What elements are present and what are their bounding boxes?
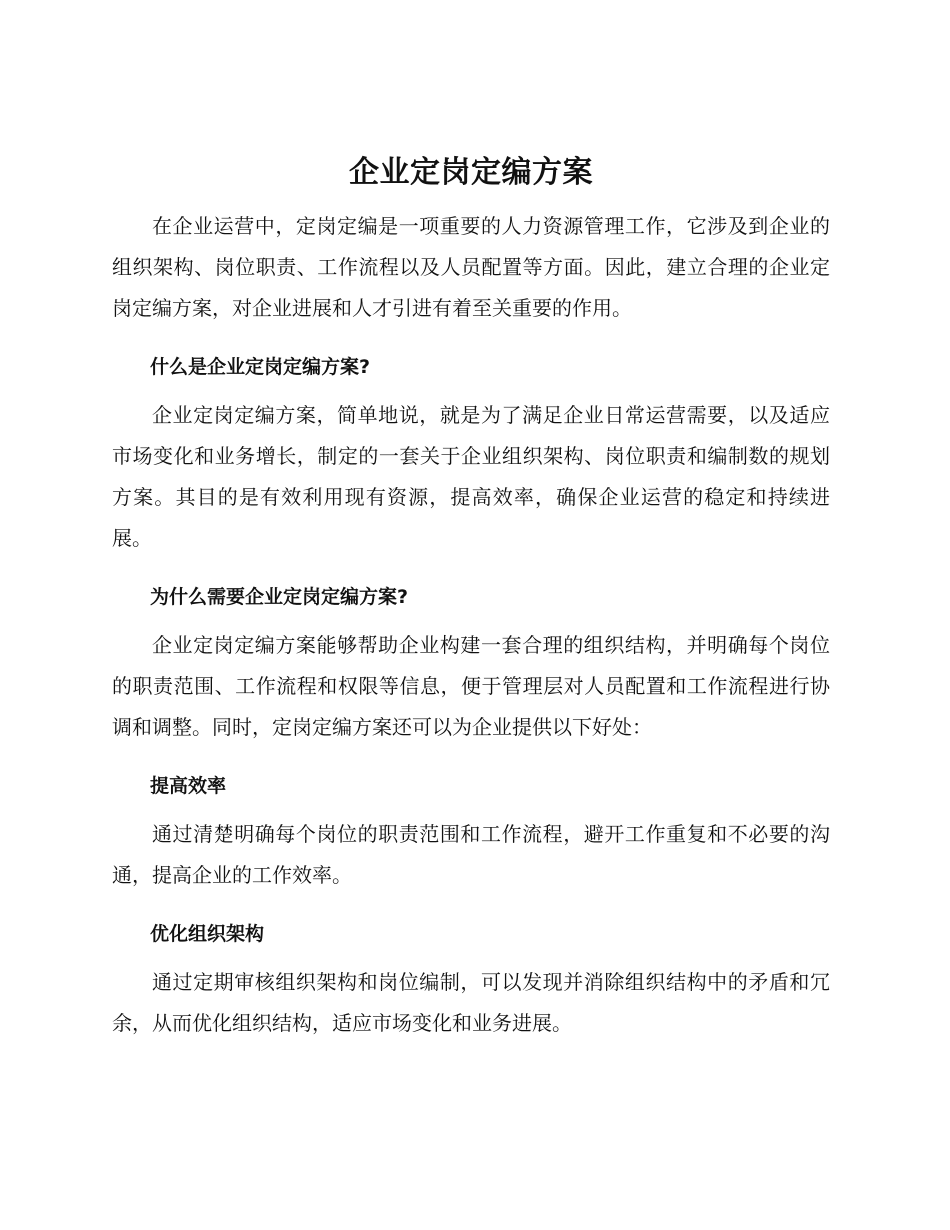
intro-paragraph: 在企业运营中，定岗定编是一项重要的人力资源管理工作，它涉及到企业的组织架构、岗位职责、工作流程以及人员配置等方面。因此，建立合理的企业定岗定编方案，对企业进展和人才引进有着至关重要的作用。 bbox=[112, 214, 830, 320]
section-heading-improve-efficiency: 提高效率 bbox=[150, 775, 227, 797]
section-heading-what-is: 什么是企业定岗定编方案? bbox=[150, 356, 371, 378]
document-content bbox=[112, 150, 830, 1044]
section-body-what-is: 企业定岗定编方案，简单地说，就是为了满足企业日常运营需要，以及适应市场变化和业务增长，制定的一套关于企业组织架构、岗位职责和编制数的规划方案。其目的是有效利用现有资源，提高效率，确保企业运营的稳定和持续进展。 bbox=[112, 403, 830, 550]
section-body-improve-efficiency: 通过清楚明确每个岗位的职责范围和工作流程，避开工作重复和不必要的沟通，提高企业的工作效率。 bbox=[112, 822, 830, 887]
document-title: 企业定岗定编方案 bbox=[349, 155, 593, 190]
section-heading-why-needed: 为什么需要企业定岗定编方案? bbox=[150, 586, 409, 608]
section-heading-optimize-structure: 优化组织架构 bbox=[150, 923, 265, 945]
section-body-optimize-structure: 通过定期审核组织架构和岗位编制，可以发现并消除组织结构中的矛盾和冗余，从而优化组织结构，适应市场变化和业务进展。 bbox=[112, 970, 830, 1035]
section-body-why-needed: 企业定岗定编方案能够帮助企业构建一套合理的组织结构，并明确每个岗位的职责范围、工作流程和权限等信息，便于管理层对人员配置和工作流程进行协调和调整。同时，定岗定编方案还可以为企业提供以下好处： bbox=[112, 633, 830, 739]
